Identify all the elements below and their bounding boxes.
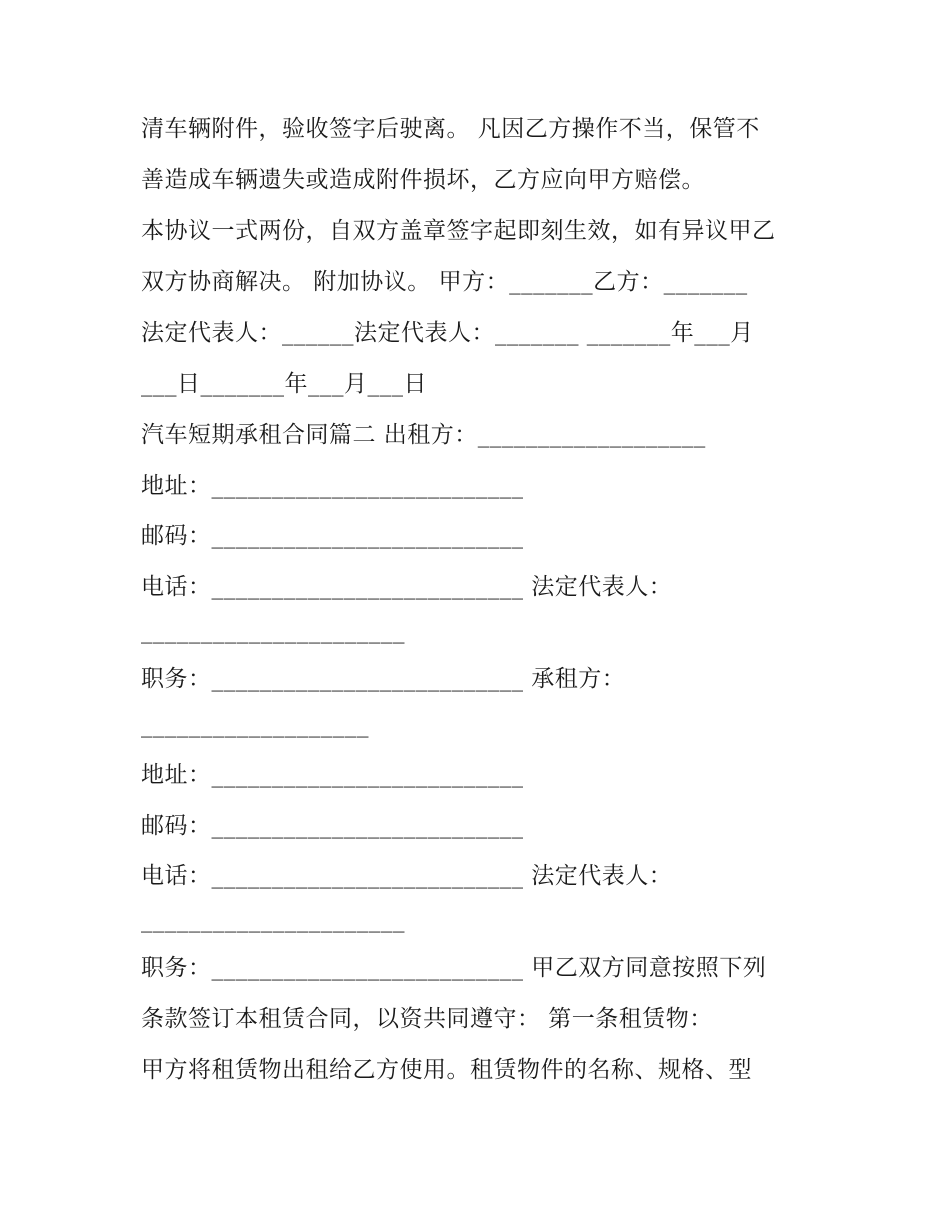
- section-title-line: 汽车短期承租合同篇二 出租方：___________________: [141, 422, 706, 448]
- text-line: 电话：__________________________ 法定代表人：: [141, 863, 673, 889]
- text-line: 条款签订本租赁合同，以资共同遵守： 第一条租赁物：: [141, 1006, 713, 1032]
- text-line: 双方协商解决。 附加协议。 甲方：_______乙方：_______: [141, 269, 748, 295]
- text-line: 职务：__________________________ 承租方：: [141, 666, 626, 692]
- text-line: 地址：__________________________: [141, 762, 524, 788]
- text-line: 电话：__________________________ 法定代表人：: [141, 574, 673, 600]
- text-line: 甲方将租赁物出租给乙方使用。租赁物件的名称、规格、型: [141, 1057, 752, 1083]
- text-line: 邮码：__________________________: [141, 523, 524, 549]
- text-line: 本协议一式两份，自双方盖章签字起即刻生效，如有异议甲乙: [141, 218, 776, 244]
- text-line: 邮码：__________________________: [141, 813, 524, 839]
- text-line: ______________________: [141, 618, 405, 644]
- text-line: ___________________: [141, 712, 369, 738]
- text-line: 善造成车辆遗失或造成附件损坏，乙方应向甲方赔偿。: [141, 167, 705, 193]
- text-line: ___日_______年___月___日: [141, 371, 427, 397]
- text-line: 职务：__________________________ 甲乙双方同意按照下列: [141, 955, 767, 981]
- text-line: ______________________: [141, 907, 405, 933]
- text-line: 地址：__________________________: [141, 473, 524, 499]
- text-line: 法定代表人：______法定代表人：_______ _______年___月: [141, 320, 754, 346]
- text-line: 清车辆附件，验收签字后驶离。 凡因乙方操作不当，保管不: [141, 116, 760, 142]
